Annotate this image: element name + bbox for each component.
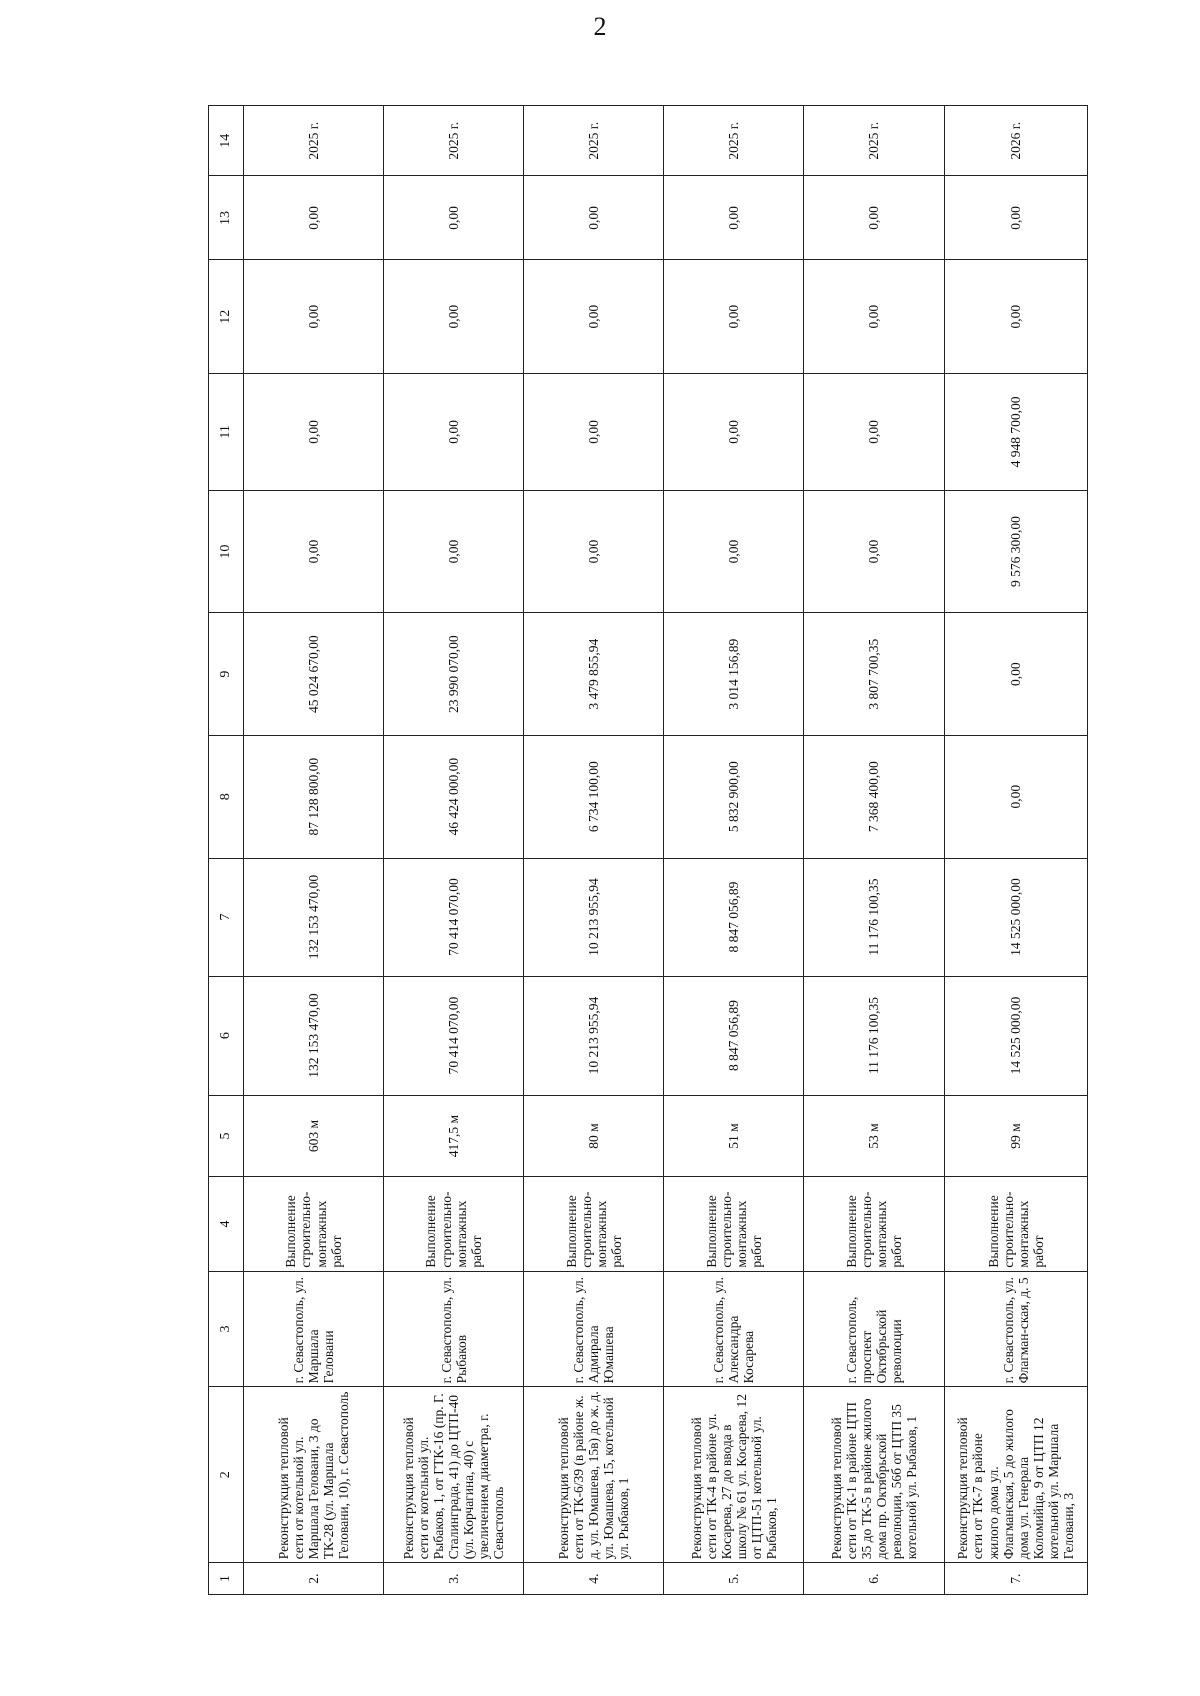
value-col-6: 70 414 070,00 [384,976,524,1095]
year: 2025 г. [524,106,664,176]
value-col-11: 0,00 [804,373,944,490]
value-col-13: 0,00 [384,176,524,260]
value-col-8: 87 128 800,00 [244,735,384,858]
column-number: 10 [209,490,244,613]
table-container [208,105,1088,1595]
value-col-13: 0,00 [244,176,384,260]
value-col-13: 0,00 [664,176,804,260]
project-name: Реконструкция тепловой сети от ТК-4 в районе ул. Косарева, 27 до ввода в школу № 61 ул. Косарева, 12 от ЦТП-51 котельной ул. Рыбаков, 1 [664,1387,804,1563]
value-col-8: 5 832 900,00 [664,735,804,858]
value-col-10: 0,00 [384,490,524,613]
row-number: 5. [664,1563,804,1595]
table-row [664,106,804,1595]
value-col-13: 0,00 [524,176,664,260]
project-name: Реконструкция тепловой сети от ТК-6/39 (в районе ж. д. ул. Юмашева, 15в) до ж. д. ул. Юмашева, 15, котельной ул. Рыбаков, 1 [524,1387,664,1563]
value-col-9: 0,00 [944,613,1087,736]
project-address: г. Севастополь, проспект Октябрьской революции [804,1271,944,1387]
value-col-6: 14 525 000,00 [944,976,1087,1095]
value-col-12: 0,00 [664,260,804,373]
table-row [944,106,1087,1595]
row-number: 7. [944,1563,1087,1595]
value-col-8: 0,00 [944,735,1087,858]
value-col-11: 4 948 700,00 [944,373,1087,490]
network-length: 99 м [944,1095,1087,1177]
value-col-6: 132 153 470,00 [244,976,384,1095]
value-col-7: 8 847 056,89 [664,858,804,976]
column-number: 6 [209,976,244,1095]
table-row [524,106,664,1595]
value-col-8: 6 734 100,00 [524,735,664,858]
project-address: г. Севастополь, ул. Маршала Геловани [244,1271,384,1387]
column-number-row [209,106,244,1595]
project-name: Реконструкция тепловой сети от ТК-1 в районе ЦТП 35 до ТК-5 в районе жилого дома пр. Октябрьской революции, 56б от ЦТП 35 котельной ул. Рыбаков, 1 [804,1387,944,1563]
value-col-13: 0,00 [944,176,1087,260]
value-col-6: 11 176 100,35 [804,976,944,1095]
row-number: 4. [524,1563,664,1595]
value-col-6: 8 847 056,89 [664,976,804,1095]
value-col-9: 3 479 855,94 [524,613,664,736]
value-col-9: 23 990 070,00 [384,613,524,736]
project-name: Реконструкция тепловой сети от котельной ул. Рыбаков, 1, от ГТК-16 (пр. Г. Сталинграда, 41) до ЦТП-40 (ул. Корчагина, 40) с увеличением диаметра, г. Севастополь [384,1387,524,1563]
network-length: 80 м [524,1095,664,1177]
value-col-10: 0,00 [664,490,804,613]
work-type: Выполнение строительно-монтажных работ [664,1177,804,1271]
value-col-10: 0,00 [524,490,664,613]
value-col-9: 45 024 670,00 [244,613,384,736]
year: 2025 г. [804,106,944,176]
work-plan-table [208,105,1088,1595]
page-number: 2 [593,12,607,41]
value-col-7: 10 213 955,94 [524,858,664,976]
value-col-8: 46 424 000,00 [384,735,524,858]
network-length: 603 м [244,1095,384,1177]
column-number: 7 [209,858,244,976]
work-type: Выполнение строительно-монтажных работ [524,1177,664,1271]
project-name: Реконструкция тепловой сети от ТК-7 в районе жилого дома ул. Флагманская, 5 до жилого дома ул. Генерала Коломийца, 9 от ЦТП 12 котельной ул. Маршала Геловани, 3 [944,1387,1087,1563]
table-row [384,106,524,1595]
value-col-7: 11 176 100,35 [804,858,944,976]
network-length: 417,5 м [384,1095,524,1177]
value-col-7: 14 525 000,00 [944,858,1087,976]
column-number: 4 [209,1177,244,1271]
value-col-7: 132 153 470,00 [244,858,384,976]
value-col-12: 0,00 [384,260,524,373]
work-type: Выполнение строительно-монтажных работ [944,1177,1087,1271]
column-number: 9 [209,613,244,736]
column-number: 2 [209,1387,244,1563]
value-col-11: 0,00 [524,373,664,490]
value-col-10: 9 576 300,00 [944,490,1087,613]
value-col-10: 0,00 [804,490,944,613]
value-col-9: 3 807 700,35 [804,613,944,736]
row-number: 6. [804,1563,944,1595]
network-length: 53 м [804,1095,944,1177]
value-col-12: 0,00 [804,260,944,373]
value-col-8: 7 368 400,00 [804,735,944,858]
value-col-12: 0,00 [524,260,664,373]
table-row [804,106,944,1595]
table-row [244,106,384,1595]
work-type: Выполнение строительно-монтажных работ [804,1177,944,1271]
value-col-11: 0,00 [244,373,384,490]
column-number: 13 [209,176,244,260]
project-address: г. Севастополь, ул. Флагман-ская, д. 5 [944,1271,1087,1387]
value-col-7: 70 414 070,00 [384,858,524,976]
column-number: 12 [209,260,244,373]
network-length: 51 м [664,1095,804,1177]
value-col-10: 0,00 [244,490,384,613]
work-type: Выполнение строительно-монтажных работ [384,1177,524,1271]
column-number: 14 [209,106,244,176]
value-col-11: 0,00 [384,373,524,490]
value-col-11: 0,00 [664,373,804,490]
year: 2026 г. [944,106,1087,176]
year: 2025 г. [664,106,804,176]
year: 2025 г. [244,106,384,176]
value-col-12: 0,00 [244,260,384,373]
year: 2025 г. [384,106,524,176]
project-name: Реконструкция тепловой сети от котельной ул. Маршала Геловани, 3 до ТК-28 (ул. Маршала Геловани, 10), г. Севастополь [244,1387,384,1563]
value-col-13: 0,00 [804,176,944,260]
column-number: 3 [209,1271,244,1387]
row-number: 3. [384,1563,524,1595]
project-address: г. Севастополь, ул. Александра Косарева [664,1271,804,1387]
column-number: 1 [209,1563,244,1595]
column-number: 8 [209,735,244,858]
column-number: 11 [209,373,244,490]
column-number: 5 [209,1095,244,1177]
value-col-9: 3 014 156,89 [664,613,804,736]
value-col-6: 10 213 955,94 [524,976,664,1095]
project-address: г. Севастополь, ул. Адмирала Юмашева [524,1271,664,1387]
row-number: 2. [244,1563,384,1595]
project-address: г. Севастополь, ул. Рыбаков [384,1271,524,1387]
work-type: Выполнение строительно-монтажных работ [244,1177,384,1271]
value-col-12: 0,00 [944,260,1087,373]
